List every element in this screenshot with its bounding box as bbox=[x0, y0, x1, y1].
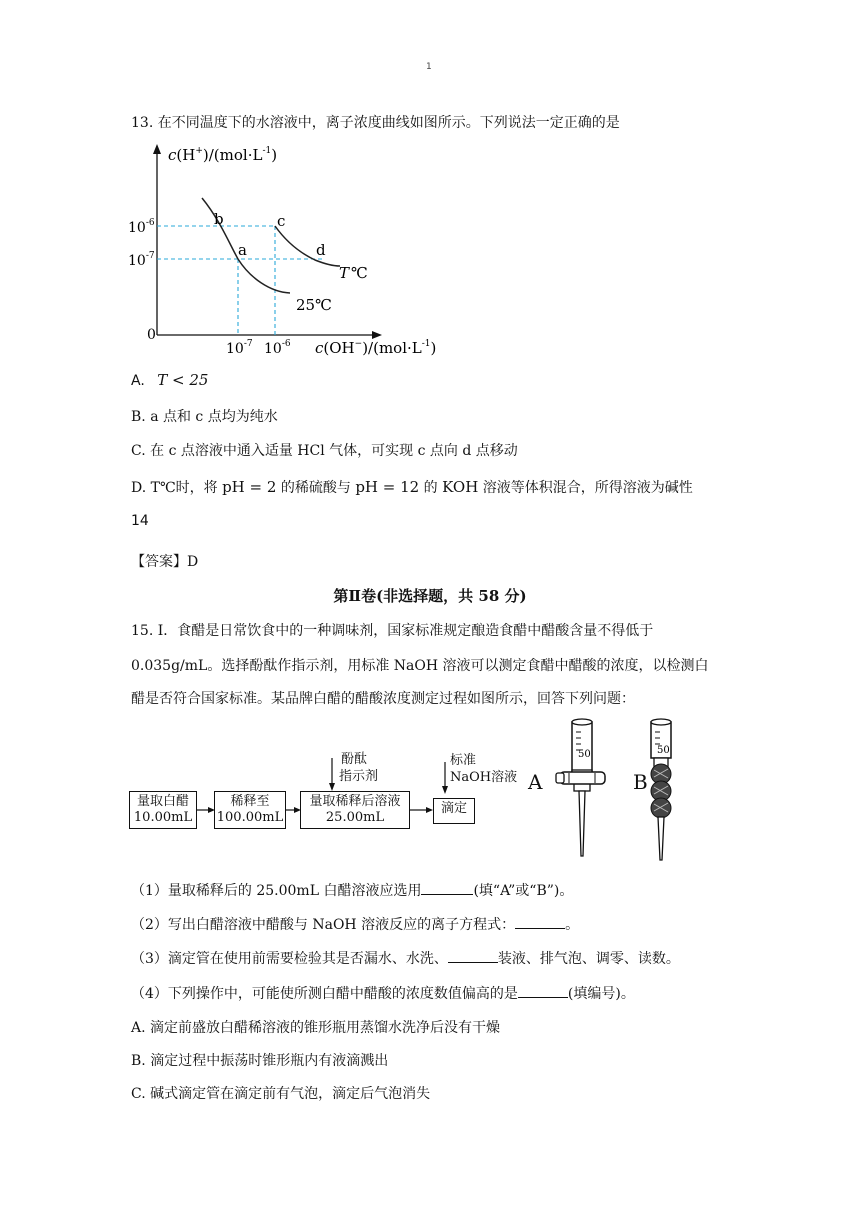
q15-sub-2: （2）写出白醋溶液中醋酸与 NaOH 溶液反应的离子方程式： 。 bbox=[131, 917, 580, 933]
burette-label-a: A bbox=[528, 770, 543, 794]
svg-text:50: 50 bbox=[578, 749, 591, 760]
q14-answer: 【答案】D bbox=[131, 554, 199, 570]
flow-box-measure-vinegar: 量取白醋 10.00mL bbox=[129, 791, 197, 829]
burette-a bbox=[556, 719, 605, 856]
q13-stem: 13. 在不同温度下的水溶液中，离子浓度曲线如图所示。下列说法一定正确的是 bbox=[131, 115, 620, 131]
q15-line-2: 0.035g/mL。选择酚酞作指示剂，用标准 NaOH 溶液可以测定食醋中醋酸的浓度，以检测白 bbox=[131, 658, 709, 674]
flow-box-dilute: 稀释至 100.00mL bbox=[214, 791, 286, 829]
curve-label-t: T ℃ bbox=[339, 264, 368, 282]
q15-line-1: 15. Ⅰ．食醋是日常饮食中的一种调味剂，国家标准规定酿造食醋中醋酸含量不得低于 bbox=[131, 623, 654, 639]
flow-box-measure-diluted: 量取稀释后溶液 25.00mL bbox=[300, 791, 410, 829]
q15-line-3: 醋是否符合国家标准。某品牌白醋的醋酸浓度测定过程如图所示，回答下列问题： bbox=[131, 691, 635, 707]
answer-blank-2[interactable] bbox=[515, 916, 565, 929]
flow-add-naoh: 标准 NaOH溶液 bbox=[450, 753, 518, 785]
svg-text:50: 50 bbox=[657, 745, 670, 756]
ion-concentration-graph bbox=[120, 140, 450, 365]
q13-option-c: C. 在 c 点溶液中通入适量 HCl 气体，可实现 c 点向 d 点移动 bbox=[131, 443, 518, 459]
y-tick-1e-6: $10^{-6}$ bbox=[128, 218, 155, 236]
x-tick-1e-6: $10^{-6}$ bbox=[264, 339, 291, 357]
page-number: 1 bbox=[426, 62, 432, 72]
q15-sub-4: （4）下列操作中，可能使所测白醋中醋酸的浓度数值偏高的是 (填编号)。 bbox=[131, 986, 635, 1002]
burette-b bbox=[651, 719, 671, 860]
burettes-figure bbox=[550, 714, 700, 864]
curve-t bbox=[275, 226, 340, 266]
q15-option-a: A. 滴定前盛放白醋稀溶液的锥形瓶用蒸馏水洗净后没有干燥 bbox=[131, 1020, 501, 1036]
point-label-a: a bbox=[238, 241, 247, 259]
point-label-d: d bbox=[316, 241, 326, 259]
q13-option-b: B. a 点和 c 点均为纯水 bbox=[131, 409, 278, 425]
q15-sub-1: （1）量取稀释后的 25.00mL 白醋溶液应选用 (填“A”或“B”)。 bbox=[131, 883, 574, 899]
q13-option-d: D. T℃时，将 pH = 2 的稀硫酸与 pH = 12 的 KOH 溶液等体积混合，所得溶液为碱性 bbox=[131, 478, 693, 496]
answer-blank-1[interactable] bbox=[421, 882, 473, 895]
x-axis-label: $c(OH^-)/(mol\cdot L^{-1})$ bbox=[315, 339, 437, 357]
q14-number: 14 bbox=[131, 513, 149, 529]
q15-option-c: C. 碱式滴定管在滴定前有气泡，滴定后气泡消失 bbox=[131, 1086, 431, 1102]
section-title: 第Ⅱ卷(非选择题，共 58 分) bbox=[333, 587, 527, 605]
y-axis-arrow bbox=[153, 144, 161, 154]
x-tick-1e-7: $10^{-7}$ bbox=[226, 339, 253, 357]
y-axis-label: $c(H^+)/(mol\cdot L^{-1})$ bbox=[168, 146, 278, 164]
x-axis-arrow bbox=[372, 331, 382, 339]
curve-label-25c: 25℃ bbox=[296, 296, 332, 314]
y-tick-1e-7: $10^{-7}$ bbox=[128, 251, 155, 269]
q15-option-b: B. 滴定过程中振荡时锥形瓶内有液滴溅出 bbox=[131, 1053, 389, 1069]
flow-add-indicator: 酚酞 指示剂 bbox=[339, 752, 379, 784]
q15-sub-3: （3）滴定管在使用前需要检验其是否漏水、水洗、 装液、排气泡、调零、读数。 bbox=[131, 951, 680, 967]
flow-box-titrate: 滴定 bbox=[433, 798, 475, 824]
answer-blank-4[interactable] bbox=[518, 985, 568, 998]
point-label-b: b bbox=[214, 210, 224, 228]
point-label-c: c bbox=[277, 212, 286, 230]
burette-label-b: B bbox=[633, 770, 648, 794]
origin-label: 0 bbox=[147, 327, 156, 343]
answer-blank-3[interactable] bbox=[448, 950, 498, 963]
q13-option-a: A. T < 25 bbox=[131, 371, 209, 389]
